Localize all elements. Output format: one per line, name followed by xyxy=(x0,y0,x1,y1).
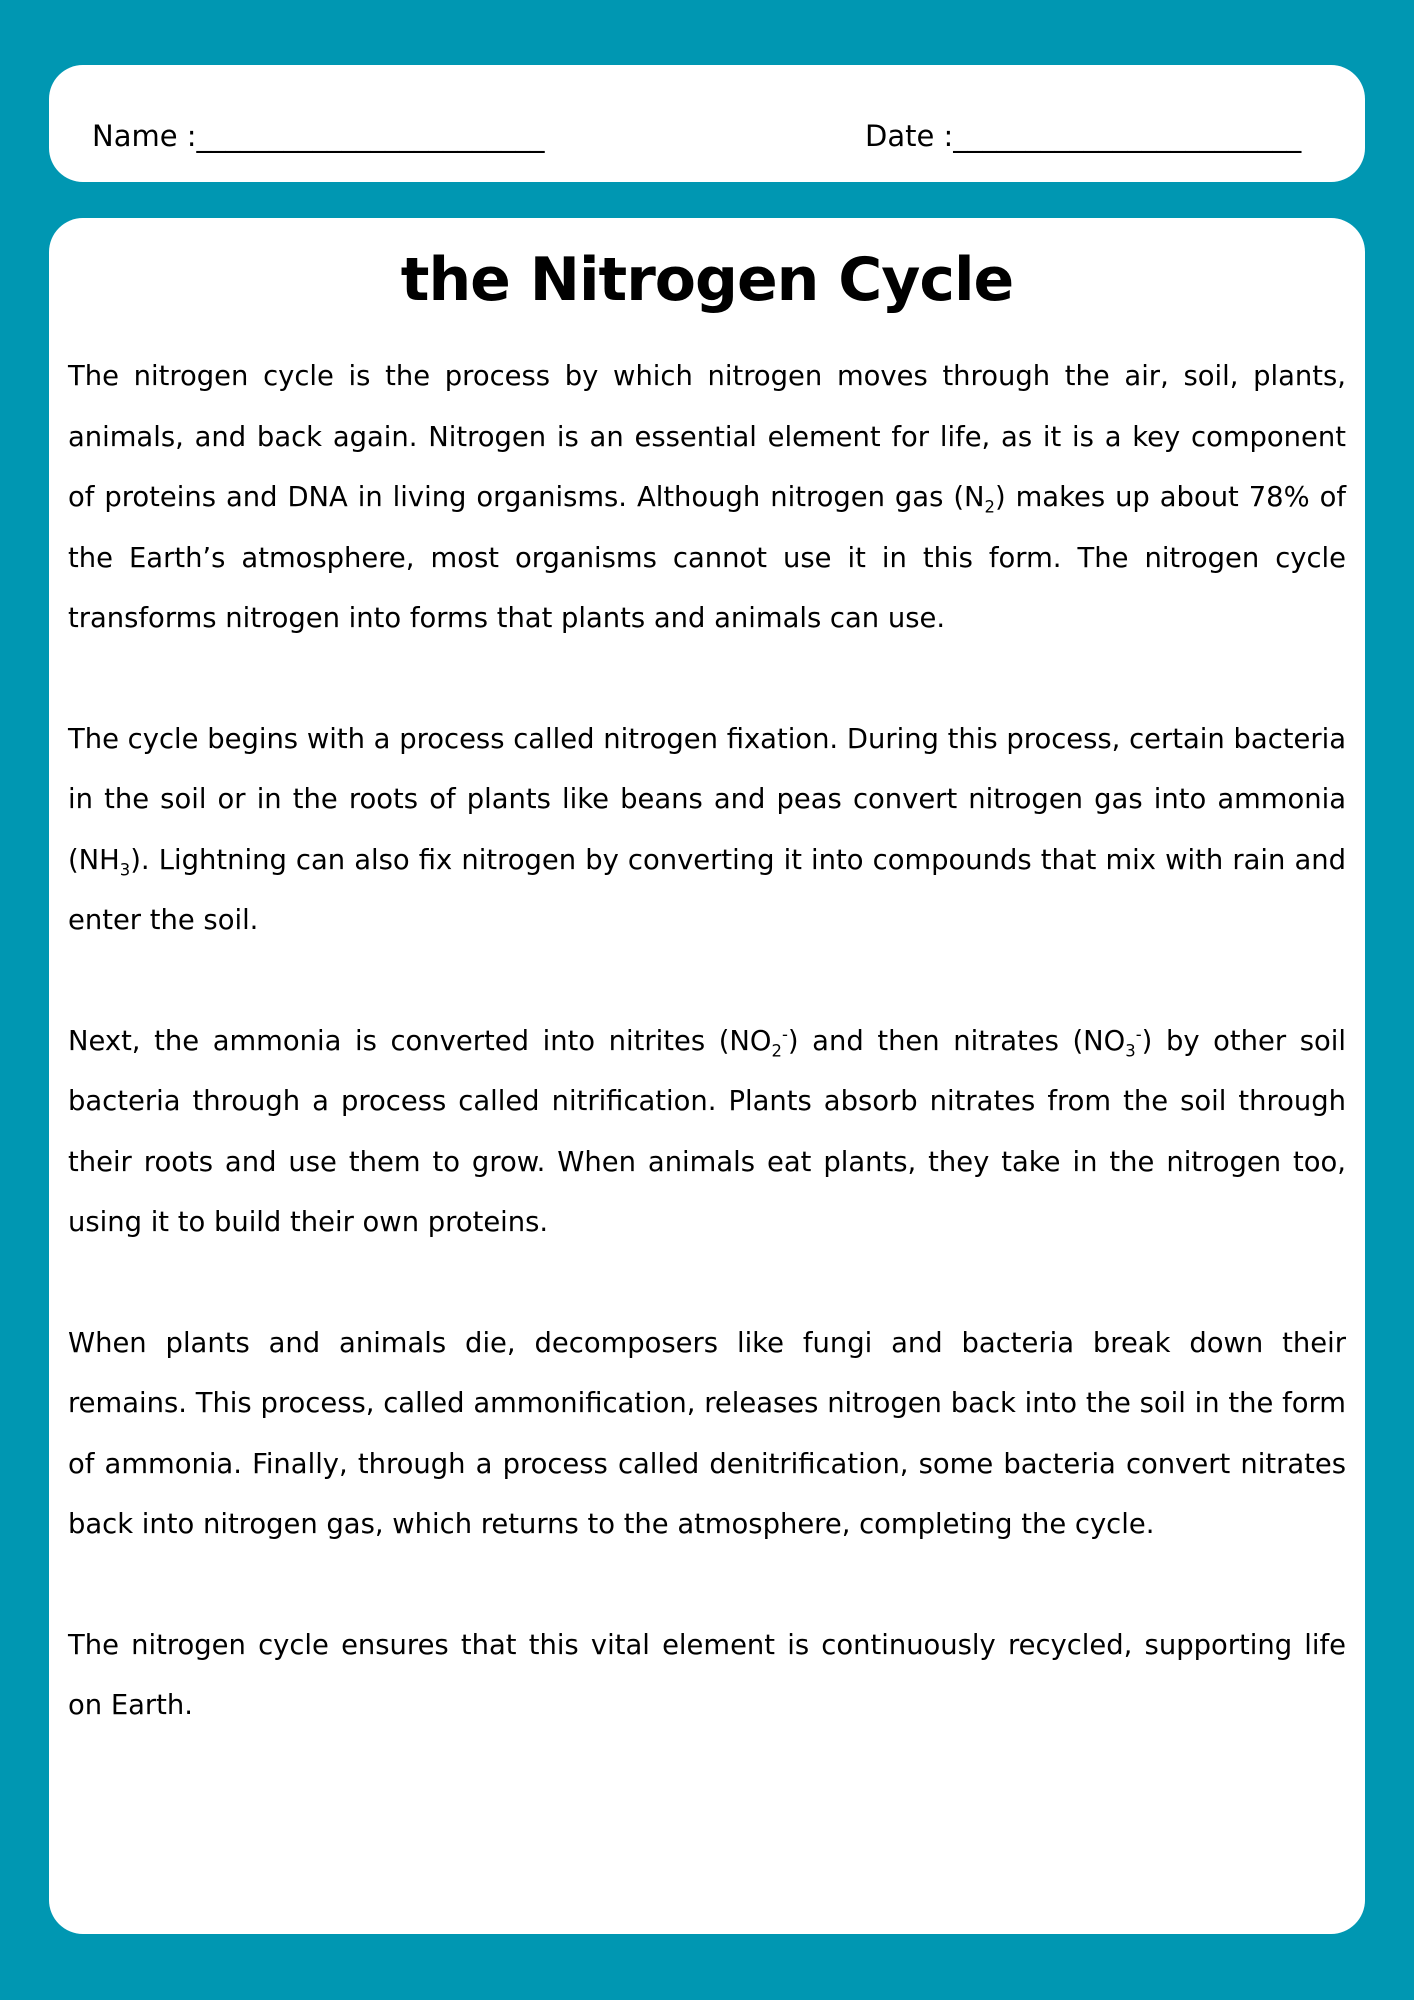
paragraph-1 xyxy=(68,347,1346,650)
paragraph-1-text-a: The nitrogen cycle is the process by which nitrogen moves through the air, soil, plants, animals, and back again. Nitrogen is an essential element for life, as it is a key component of proteins and DNA in living organisms. Although nitrogen gas (N xyxy=(68,361,1346,513)
paragraph-2-text-b: ). Lightning can also fix nitrogen by converting it into compounds that mix with rain and enter the soil. xyxy=(68,844,1346,936)
paragraph-3-text-b: ) and then nitrates (NO xyxy=(787,1025,1126,1057)
worksheet-card xyxy=(49,218,1365,1934)
subscript: 3 xyxy=(1125,1040,1136,1060)
paragraph-3-text-a: Next, the ammonia is converted into nitrites (NO xyxy=(68,1025,772,1057)
date-field[interactable]: Date :________________________ xyxy=(865,119,1302,153)
superscript: - xyxy=(1135,1024,1142,1044)
paragraph-2-text-a: The cycle begins with a process called nitrogen fixation. During this process, certain bacteria in the soil or in the roots of plants like beans and peas convert nitrogen gas into ammonia (NH xyxy=(68,723,1346,876)
subscript: 2 xyxy=(771,1040,782,1060)
superscript: - xyxy=(781,1024,788,1044)
reading-passage xyxy=(68,347,1346,1737)
paragraph-5: The nitrogen cycle ensures that this vital element is continuously recycled, supporting life on Earth. xyxy=(68,1629,1346,1721)
subscript: 2 xyxy=(984,497,995,517)
header-card xyxy=(49,65,1365,182)
subscript: 3 xyxy=(119,859,131,879)
paragraph-2 xyxy=(68,710,1346,952)
name-field[interactable]: Name :________________________ xyxy=(92,119,545,153)
page-title: the Nitrogen Cycle xyxy=(400,245,1014,315)
paragraph-4: When plants and animals die, decomposers like fungi and bacteria break down their remains. This process, called ammonification, releases nitrogen back into the soil in the form of ammonia. Finally, through a process called denitrification, some bacteria convert nitrates back into nitrogen gas, which returns to the atmosphere, completing the cycle. xyxy=(68,1327,1346,1540)
paragraph-3 xyxy=(68,1012,1346,1254)
paragraph-1-text-b: ) makes up about 78% of the Earth’s atmosphere, most organisms cannot use it in this form. The nitrogen cycle transforms nitrogen into forms that plants and animals can use. xyxy=(68,482,1346,634)
paragraph-3-text-c: ) by other soil bacteria through a process called nitrification. Plants absorb nitrates from the soil through their roots and use them to grow. When animals eat plants, they take in the nitrogen too, using it to build their own proteins. xyxy=(68,1025,1346,1238)
